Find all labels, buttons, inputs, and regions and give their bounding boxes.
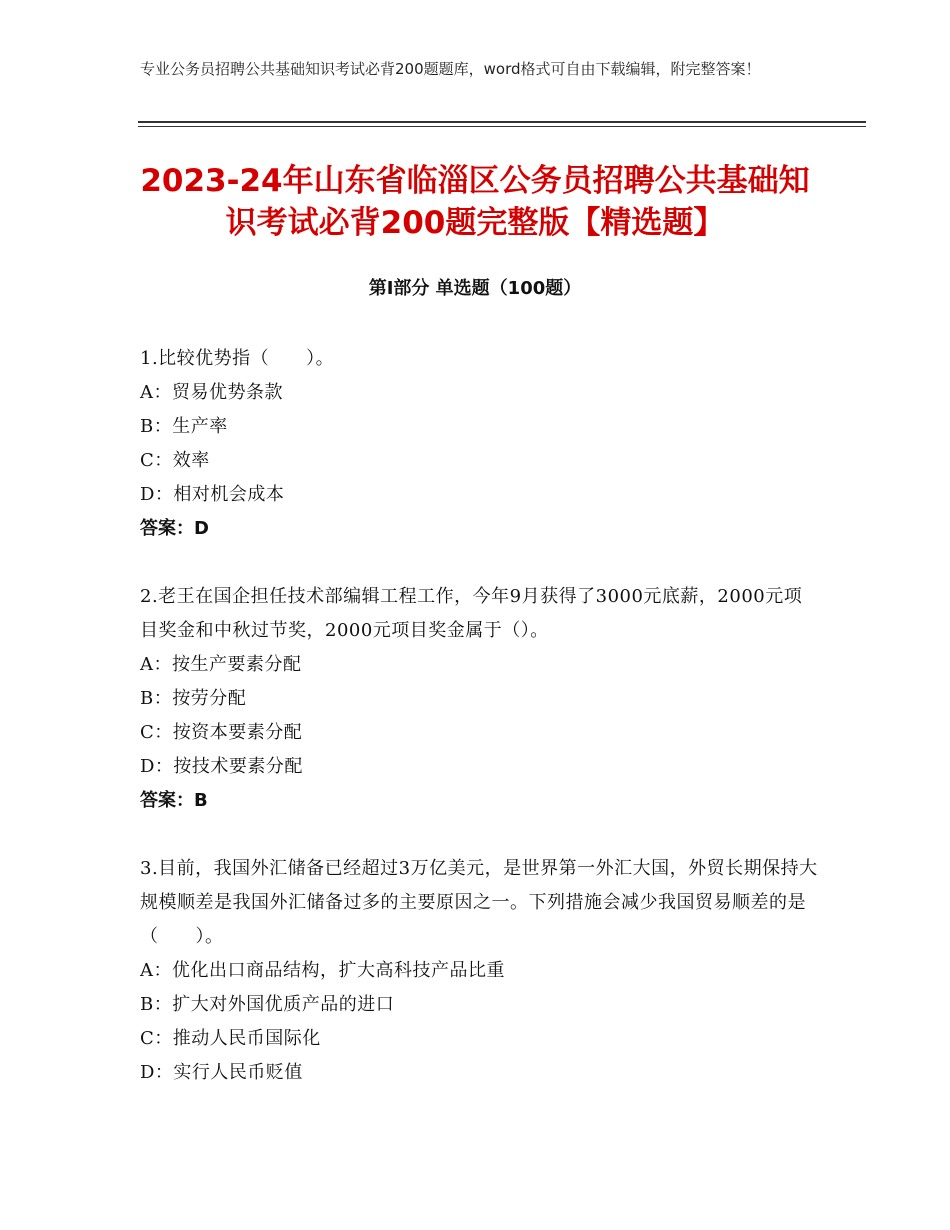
- option-b: B：生产率: [140, 416, 228, 437]
- option-b: B：扩大对外国优质产品的进口: [140, 994, 395, 1015]
- header-note: 专业公务员招聘公共基础知识考试必背200题题库，word格式可自由下载编辑，附完整答案！: [140, 60, 761, 78]
- header-rule-thin: [138, 126, 866, 127]
- question-text: 1.比较优势指（ ）。: [140, 348, 335, 369]
- option-d: D：按技术要素分配: [140, 756, 303, 777]
- option-d: D：相对机会成本: [140, 484, 285, 505]
- question-2: [140, 580, 820, 818]
- question-3: [140, 852, 820, 1090]
- answer: 答案：B: [140, 790, 208, 811]
- question-text: 2.老王在国企担任技术部编辑工程工作，今年9月获得了3000元底薪，2000元项目奖金和中秋过节奖，2000元项目奖金属于（）。: [140, 586, 803, 641]
- option-a: A：贸易优势条款: [140, 382, 283, 403]
- question-1: [140, 342, 820, 546]
- header-rule-thick: [138, 121, 866, 123]
- option-c: C：推动人民币国际化: [140, 1028, 321, 1049]
- question-list: [140, 342, 820, 1124]
- option-d: D：实行人民币贬值: [140, 1062, 303, 1083]
- document-title: 2023-24年山东省临淄区公务员招聘公共基础知识考试必背200题完整版【精选题】: [140, 163, 810, 241]
- option-b: B：按劳分配: [140, 688, 247, 709]
- option-c: C：效率: [140, 450, 210, 471]
- option-a: A：优化出口商品结构，扩大高科技产品比重: [140, 960, 505, 981]
- section-title: 第Ⅰ部分 单选题（100题）: [368, 278, 582, 299]
- question-text: 3.目前，我国外汇储备已经超过3万亿美元，是世界第一外汇大国，外贸长期保持大规模顺差是我国外汇储备过多的主要原因之一。下列措施会减少我国贸易顺差的是（ ）。: [140, 858, 818, 947]
- answer: 答案：D: [140, 518, 209, 539]
- option-a: A：按生产要素分配: [140, 654, 302, 675]
- option-c: C：按资本要素分配: [140, 722, 303, 743]
